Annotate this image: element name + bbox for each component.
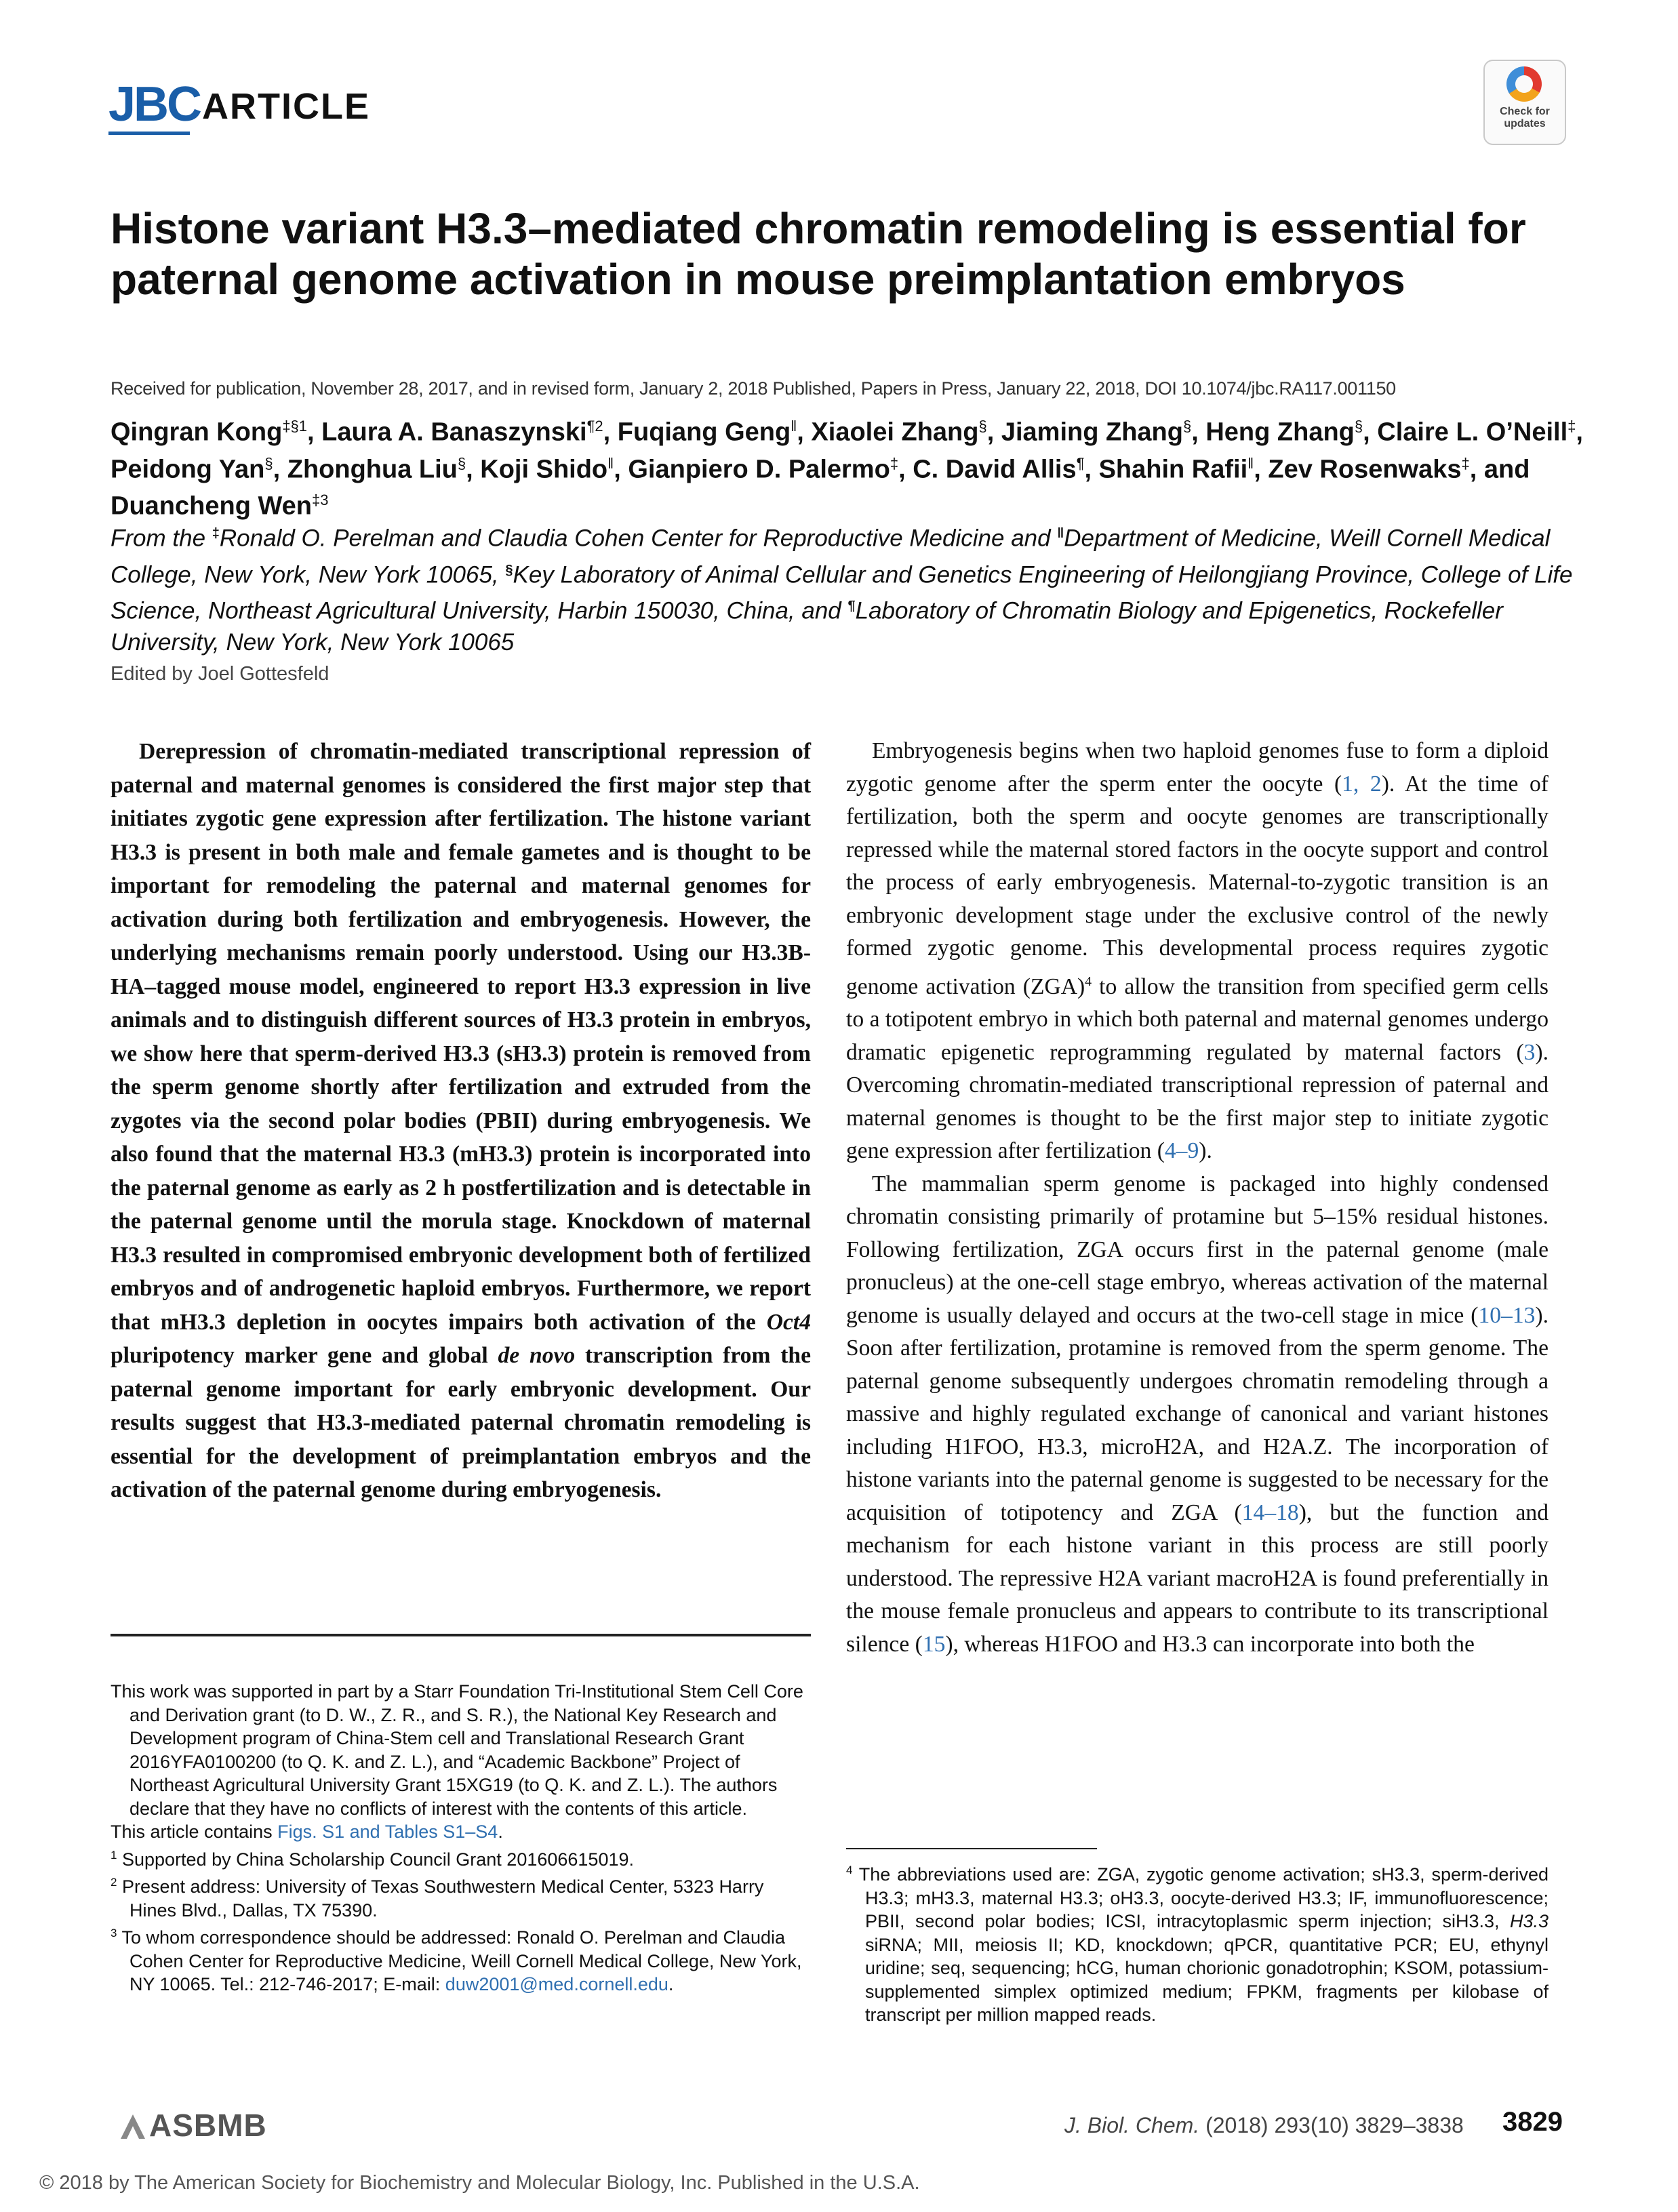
citation-link[interactable]: 4–9 [1164,1138,1199,1164]
author-separator: , [1576,418,1583,447]
author-name: Zev Rosenwaks [1268,455,1462,484]
body-text: ). At the time of fertilization, both the sperm and oocyte genomes are transcriptionally repressed while the maternal stored factors in the oocyte support and control the process of early embryogenesis. Maternal-to-zygotic transition is an embryonic development stage under the exclusive control of the newly formed zygotic genome. This developmental process requires zygotic genome activation (ZGA) [846,771,1549,999]
author-name: Zhonghua Liu [287,455,458,484]
footnote-ref: 4 [1085,973,1092,989]
abbreviations-footnote [846,1859,1549,2027]
author-separator: , [603,418,618,447]
footnote-italic: H3.3 [1509,1911,1549,1931]
author-name: Laura A. Banaszynski [321,418,587,447]
author-name: Xiaolei Zhang [811,418,979,447]
body-text: ). [1199,1138,1212,1164]
author-affiliation-mark: ‡ [890,454,899,472]
author-name: C. David Allis [913,455,1077,484]
affiliation-text: Laboratory of Chromatin Biology and Epigenetics, Rockefeller University, New York, New York 10065 [111,597,1503,656]
author-name: Fuqiang Geng [617,418,791,447]
footnote-text: siRNA; MII, meiosis II; KD, knockdown; qPCR, quantitative PCR; EU, ethynyl uridine; seq, sequencing; hCG, human chorionic gonadotrophin; KSOM, potassium-supplemented simplex optimized medium; FPKM, fragments per kilobase of transcript per million mapped reads. [865,1934,1549,2025]
author-affiliation-mark: ‖ [791,418,797,435]
author-separator: , [614,455,628,484]
asbmb-logo [121,2107,267,2144]
author-name: Shahin Rafii [1098,455,1248,484]
footnote-text: The abbreviations used are: ZGA, zygotic genome activation; sH3.3, sperm-derived H3.3; mH3.3, maternal H3.3; oH3.3, oocyte-derived H3.3; IF, immunofluorescence; PBII, second polar bodies; ICSI, intracytoplasmic sperm injection; siH3.3, [858,1864,1549,1931]
asbmb-logo-text: ASBMB [149,2108,267,2143]
footnote-divider [846,1848,1097,1849]
author-separator: , [466,455,481,484]
introduction-text [846,735,1549,1661]
article-type-label: ARTICLE [202,86,370,127]
asbmb-logo-icon [121,2114,145,2139]
author-affiliation-mark: ‡ [1567,418,1576,435]
author-separator: , [898,455,913,484]
intro-paragraph-1 [846,735,1549,1168]
supplement-prefix: This article contains [111,1822,278,1842]
footnote-text: Supported by China Scholarship Council Grant 201606615019. [121,1849,634,1870]
publication-history: Received for publication, November 28, 2017, and in revised form, January 2, 2018 Published, Papers in Press, January 22, 2018, DOI 10.1074/jbc.RA117.001150 [111,378,1396,399]
body-text: ), whereas H1FOO and H3.3 can incorporate into both the [945,1631,1475,1657]
journal-header [108,76,1600,137]
author-separator: , [1191,418,1206,447]
citation-link[interactable]: 15 [922,1631,946,1657]
check-updates-icon [1506,66,1542,102]
edited-by: Edited by Joel Gottesfeld [111,663,329,685]
supplement-link[interactable]: Figs. S1 and Tables S1–S4 [277,1822,498,1842]
author-name: Peidong Yan [111,455,265,484]
author-list [111,411,1602,522]
article-title: Histone variant H3.3–mediated chromatin remodeling is essential for paternal genome activation in mouse preimplantation embryos [111,204,1526,304]
affiliation-mark: ¶ [847,599,856,614]
citation-link[interactable]: 14–18 [1241,1500,1299,1525]
author-affiliation-mark: § [978,418,987,435]
abstract-divider [111,1634,811,1636]
affiliation-mark: ‡ [212,526,220,541]
body-text: to allow the transition from specified germ cells to a totipotent embryo in which both paternal and maternal genomes undergo dramatic epigenetic reprogramming regulated by maternal factors ( [846,973,1549,1065]
intro-paragraph-2 [846,1168,1549,1662]
body-text: ). Soon after fertilization, protamine is removed from the sperm genome. The paternal genome subsequently undergoes chromatin remodeling through a massive and highly regulated exchange of canonical and variant histones including H1FOO, H3.3, microH2A, and H2A.Z. The incorporation of histone variants into the paternal genome is suggested to be necessary for the acquisition of totipotency and ZGA ( [846,1302,1549,1525]
author-affiliation-mark: ‖ [607,454,614,472]
author-name: Duancheng Wen [111,491,312,521]
author-separator: , [307,418,322,447]
affiliation-mark: § [505,562,513,578]
body-text: ). Overcoming chromatin-mediated transcriptional repression of paternal and maternal genomes is thought to be the first major step to initiate zygotic gene expression after fertilization ( [846,1039,1549,1164]
author-affiliation-mark: ‡ [1461,454,1470,472]
author-separator: , [1254,455,1269,484]
footnote-mark: 2 [111,1876,117,1889]
abstract-italic-term: de novo [498,1343,576,1368]
author-separator: , and [1469,455,1530,484]
citation-link[interactable]: 10–13 [1478,1302,1536,1328]
footnote-mark: 1 [111,1848,117,1862]
check-for-updates-badge[interactable] [1483,60,1566,145]
supplement-note [111,1820,811,1844]
citation-link[interactable]: 1, 2 [1342,771,1382,797]
check-updates-label: Check for updates [1500,106,1550,129]
footnote-4 [846,1859,1549,2027]
author-separator: , [797,418,812,447]
author-affiliation-mark: ‡3 [312,491,329,509]
author-affiliation-mark: § [1354,418,1363,435]
author-affiliation-mark: § [264,454,273,472]
footnote-1 [111,1844,811,1872]
abstract-text: Derepression of chromatin-mediated transcriptional repression of paternal and maternal genomes is considered the first major step that initiates zygotic gene expression after fertilization. The histone variant H3.3 is present in both male and female gametes and is thought to be important for remodeling the paternal and maternal genomes for activation during both fertilization and embryogenesis. However, the underlying mechanisms remain poorly understood. Using our H3.3B-HA–tagged mouse model, engineered to report H3.3 expression in live animals and to distinguish different sources of H3.3 protein in embryos, we show here that sperm-derived H3.3 (sH3.3) protein is removed from the sperm genome shortly after fertilization and extruded from the zygotes via the second polar bodies (PBII) during embryogenesis. We also found that the maternal H3.3 (mH3.3) protein is incorporated into the paternal genome as early as 2 h postfertilization and is detectable in the paternal genome until the morula stage. Knockdown of maternal H3.3 resulted in compromised embryonic development both of fertilized embryos and of androgenetic haploid embryos. Furthermore, we report that mH3.3 depletion in oocytes impairs both activation of the [111,739,811,1335]
affiliation-mark: ‖ [1057,526,1064,541]
journal-citation [1064,2113,1464,2138]
affiliations [111,518,1575,658]
affiliation-text: Department of Medicine, Weill Cornell Medical College, New York, New York 10065, [111,525,1551,588]
author-separator: , [273,455,287,484]
author-affiliation-mark: ‖ [1247,454,1254,472]
author-name: Gianpiero D. Palermo [628,455,890,484]
author-affiliation-mark: ‡§1 [282,418,308,435]
journal-name: J. Biol. Chem. [1064,2113,1200,2137]
footnote-end: . [668,1974,674,1994]
author-name: Jiaming Zhang [1001,418,1183,447]
footnote-3 [111,1922,811,1996]
citation-details: (2018) 293(10) 3829–3838 [1199,2113,1464,2137]
affiliation-text: Key Laboratory of Animal Cellular and Genetics Engineering of Heilongjiang Province, College of Life Science, Northeast Agricultural University, Harbin 150030, China, and [111,561,1573,624]
abstract [111,735,811,1507]
author-name: Heng Zhang [1205,418,1355,447]
footnote-text: Present address: University of Texas Southwestern Medical Center, 5323 Harry Hines Blvd., Dallas, TX 75390. [121,1876,764,1921]
author-separator: , [986,418,1001,447]
author-affiliation-mark: ¶2 [586,418,603,435]
citation-link[interactable]: 3 [1523,1039,1536,1065]
footnote-mark: 4 [846,1864,853,1876]
author-affiliation-mark: ¶ [1076,454,1085,472]
footnote-2 [111,1871,811,1922]
body-text: Embryogenesis begins when two haploid genomes fuse to form a diploid zygotic genome after the sperm enter the oocyte ( [846,738,1549,797]
body-text: ), but the function and mechanism for each histone variant in this process are still poorly understood. The repressive H2A variant macroH2A is found preferentially in the mouse female pronucleus and appears to contribute to its transcriptional silence ( [846,1500,1549,1657]
jbc-logo: JBC [108,79,200,130]
supplement-suffix: . [498,1822,503,1842]
abstract-text: transcription from the paternal genome important for early embryonic development. Our results suggest that H3.3-mediated paternal chromatin remodeling is essential for the development of preimplantation embryos and the activation of the paternal genome during embryogenesis. [111,1343,811,1502]
left-footnotes [111,1680,811,1996]
affiliation-lead: From the [111,525,212,552]
email-link[interactable]: duw2001@med.cornell.edu [445,1974,668,1994]
copyright-line: © 2018 by The American Society for Biochemistry and Molecular Biology, Inc. Published in the U.S.A. [39,2172,920,2194]
page-number: 3829 [1502,2107,1563,2137]
abstract-gene-name: Oct4 [766,1309,811,1335]
author-separator: , [1084,455,1099,484]
author-affiliation-mark: § [457,454,466,472]
abstract-text: pluripotency marker gene and global [111,1343,498,1368]
footnote-text: To whom correspondence should be addressed: Ronald O. Perelman and Claudia Cohen Center for Reproductive Medicine, Weill Cornell Medical College, New York, NY 10065. Tel.: 212-746-2017; E-mail: [121,1927,802,1994]
author-name: Claire L. O’Neill [1377,418,1568,447]
body-text: The mammalian sperm genome is packaged into highly condensed chromatin consisting primarily of protamine but 5–15% residual histones. Following fertilization, ZGA occurs first in the paternal genome (male pronucleus) at the one-cell stage embryo, whereas activation of the maternal genome is usually delayed and occurs at the two-cell stage in mice ( [846,1171,1549,1328]
affiliation-text: Ronald O. Perelman and Claudia Cohen Center for Reproductive Medicine and [219,525,1058,552]
author-name: Qingran Kong [111,418,283,447]
funding-note: This work was supported in part by a Starr Foundation Tri-Institutional Stem Cell Core and Derivation grant (to D. W., Z. R., and S. R.), the National Key Research and Development program of China-Stem cell and Translational Research Grant 2016YFA0100200 (to Q. K. and Z. L.), and “Academic Backbone” Project of Northeast Agricultural University Grant 15XG19 (to Q. K. and Z. L.). The authors declare that they have no conflicts of interest with the contents of this article. [111,1681,803,1819]
author-name: Koji Shido [480,455,608,484]
author-separator: , [1363,418,1378,447]
author-affiliation-mark: § [1182,418,1192,435]
footnote-mark: 3 [111,1927,117,1939]
